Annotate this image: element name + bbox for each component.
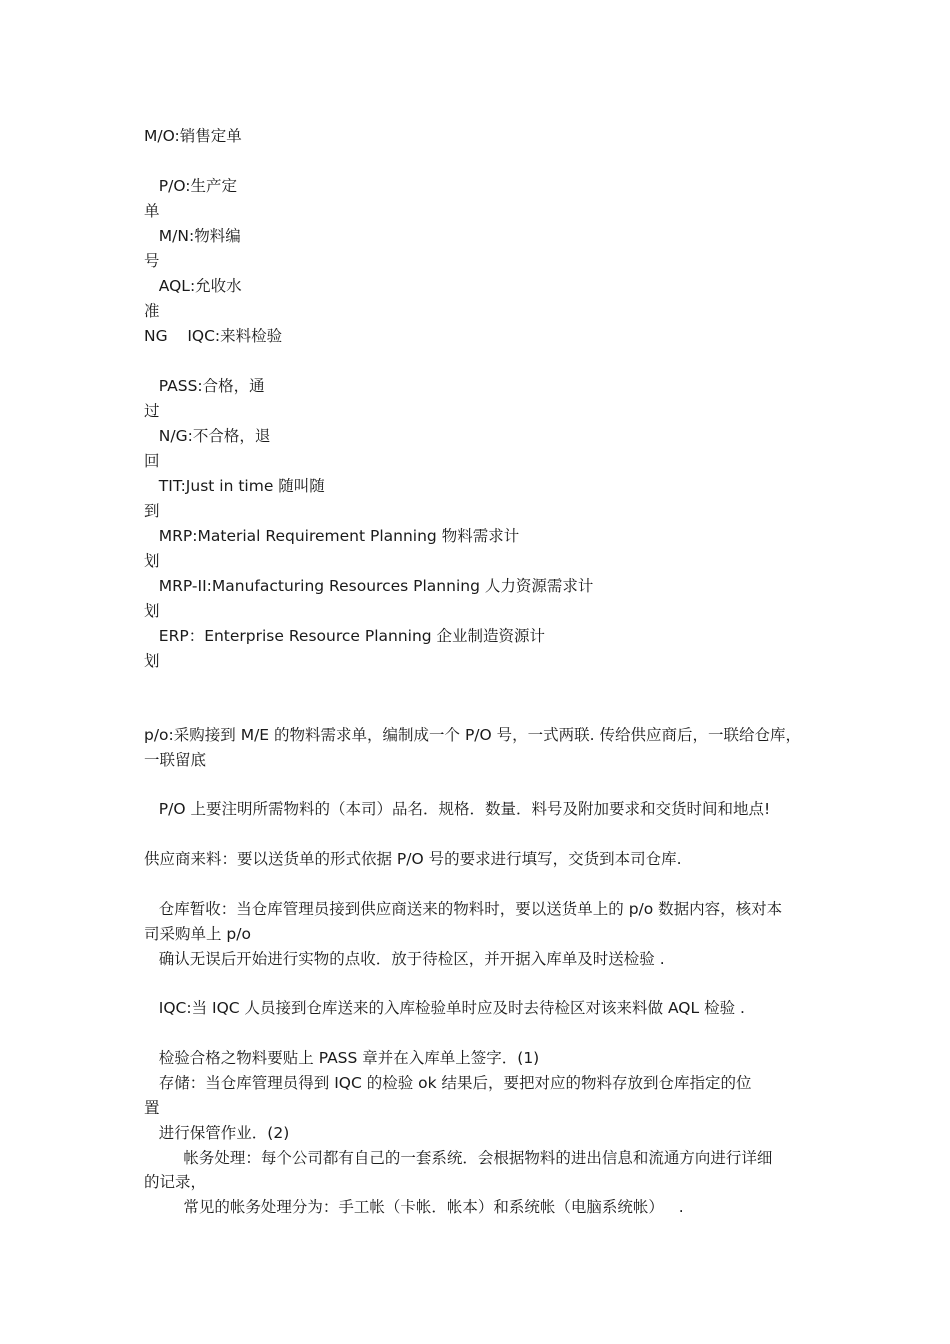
glossary-line: NG IQC:来料检验 xyxy=(144,327,283,345)
body-line: P/O 上要注明所需物料的（本司）品名．规格．数量．料号及附加要求和交货时间和地点! xyxy=(144,800,771,818)
body-line: 置 xyxy=(144,1099,160,1117)
glossary-line: N/G:不合格，退 xyxy=(144,427,271,445)
body-line: 一联留底 xyxy=(144,751,207,769)
glossary-line: MRP-II:Manufacturing Resources Planning 人力资源需求计 xyxy=(144,577,594,595)
glossary-line: 到 xyxy=(144,502,160,520)
glossary-line: MRP:Material Requirement Planning 物料需求计 xyxy=(144,527,520,545)
body-line: 司采购单上 p/o xyxy=(144,925,251,943)
body-line: 的记录， xyxy=(144,1173,207,1191)
glossary-line: M/N:物料编 xyxy=(144,227,241,245)
glossary-line: ERP：Enterprise Resource Planning 企业制造资源计 xyxy=(144,627,546,645)
glossary-line: P/O:生产定 xyxy=(144,177,238,195)
glossary-line: 划 xyxy=(144,552,160,570)
glossary-line: PASS:合格，通 xyxy=(144,377,265,395)
body-line: 检验合格之物料要贴上 PASS 章并在入库单上签字．(1) xyxy=(144,1049,540,1067)
body-line: 进行保管作业．(2) xyxy=(144,1124,290,1142)
glossary-line: 回 xyxy=(144,452,160,470)
body-line: 常见的帐务处理分为：手工帐（卡帐．帐本）和系统帐（电脑系统帐） . xyxy=(144,1198,684,1216)
glossary-line: 单 xyxy=(144,202,160,220)
glossary-line: 号 xyxy=(144,252,160,270)
glossary-line: 划 xyxy=(144,652,160,670)
body-line: 仓库暂收：当仓库管理员接到供应商送来的物料时，要以送货单上的 p/o 数据内容，核对本 xyxy=(144,900,783,918)
glossary-line: 准 xyxy=(144,302,160,320)
body-line: 供应商来料：要以送货单的形式依据 P/O 号的要求进行填写，交货到本司仓库. xyxy=(144,850,682,868)
glossary-line: TIT:Just in time 随叫随 xyxy=(144,477,325,495)
glossary-line: AQL:允收水 xyxy=(144,277,242,295)
body-line: p/o:采购接到 M/E 的物料需求单，编制成一个 P/O 号，一式两联. 传给供应商后，一联给仓库， xyxy=(144,726,801,744)
body-line: 帐务处理：每个公司都有自己的一套系统．会根据物料的进出信息和流通方向进行详细 xyxy=(144,1149,773,1167)
glossary-line: 过 xyxy=(144,402,160,420)
body-line: IQC:当 IQC 人员接到仓库送来的入库检验单时应及时去待检区对该来料做 AQL 检验 . xyxy=(144,999,745,1017)
glossary-line: M/O:销售定单 xyxy=(144,127,242,145)
body-line: 确认无误后开始进行实物的点收．放于待检区，并开据入库单及时送检验 . xyxy=(144,950,665,968)
glossary-line: 划 xyxy=(144,602,160,620)
body-line: 存储：当仓库管理员得到 IQC 的检验 ok 结果后，要把对应的物料存放到仓库指定的位 xyxy=(144,1074,752,1092)
